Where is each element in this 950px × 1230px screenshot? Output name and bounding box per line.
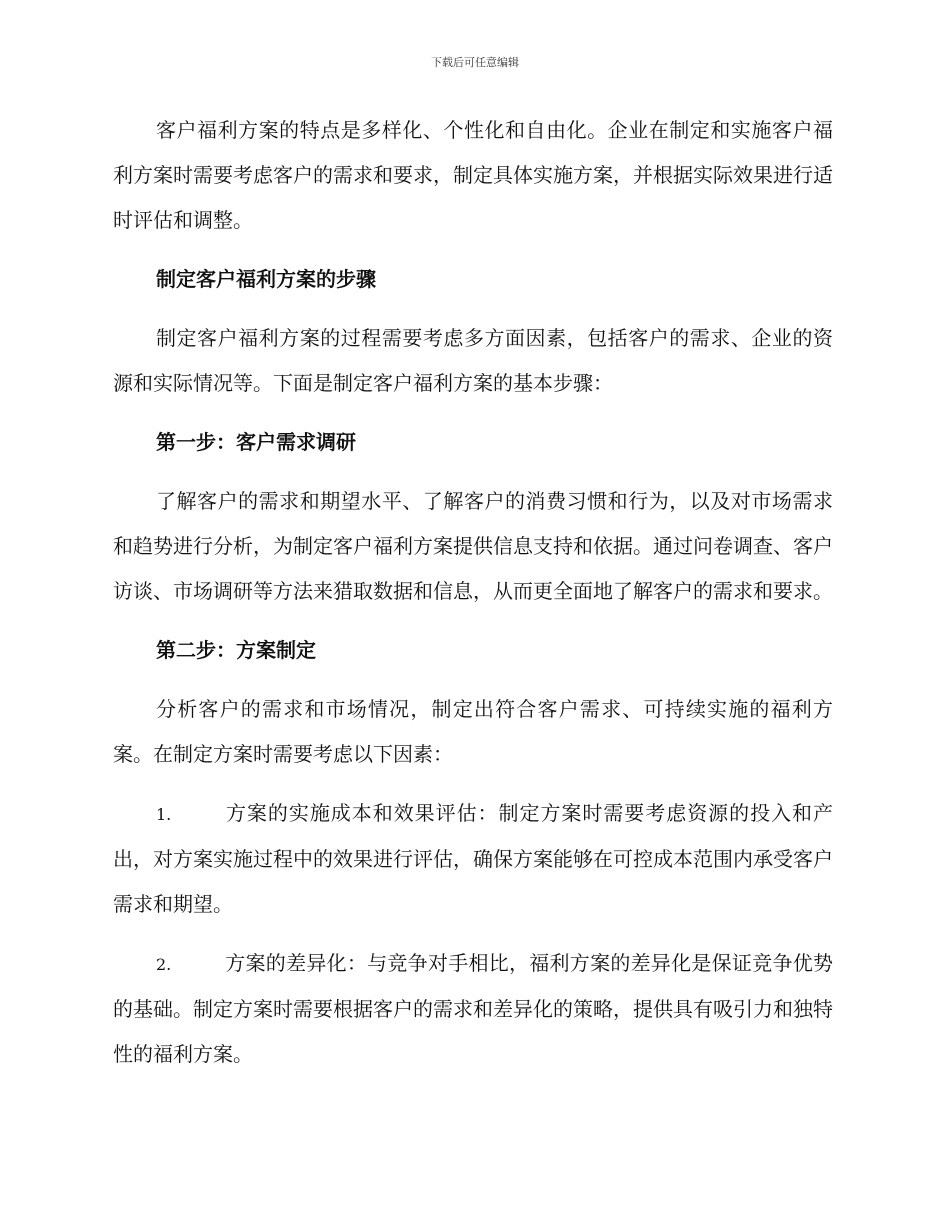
spacer	[113, 673, 833, 687]
step-one-heading: 第一步：客户需求调研	[156, 430, 356, 454]
intro-paragraph: 客户福利方案的特点是多样化、个性化和自由化。企业在制定和实施客户福利方案时需要考虑客户的需求和要求，制定具体实施方案，并根据实际效果进行适时评估和调整。	[113, 118, 833, 232]
spacer	[113, 406, 833, 420]
step-one-paragraph: 了解客户的需求和期望水平、了解客户的消费习惯和行为，以及对市场需求和趋势进行分析，为制定客户福利方案提供信息支持和依据。通过问卷调查、客户访谈、市场调研等方法来猎取数据和信息，从而更全面地了解客户的需求和要求。	[113, 489, 833, 603]
spacer	[113, 243, 833, 257]
list-item	[113, 941, 833, 1077]
spacer	[113, 927, 833, 941]
list-item	[113, 791, 833, 927]
list-item-text: 方案的差异化：与竞争对手相比，福利方案的差异化是保证竞争优势的基础。制定方案时需要根据客户的需求和差异化的策略，提供具有吸引力和独特性的福利方案。	[113, 951, 833, 1066]
list-number: 2.	[156, 955, 172, 974]
document-body	[113, 108, 833, 1077]
list-item-text: 方案的实施成本和效果评估：制定方案时需要考虑资源的投入和产出，对方案实施过程中的效果进行评估，确保方案能够在可控成本范围内承受客户需求和期望。	[113, 801, 833, 916]
spacer	[113, 465, 833, 479]
spacer	[113, 302, 833, 316]
list-number: 1.	[156, 805, 172, 824]
section-heading-steps: 制定客户福利方案的步骤	[156, 267, 376, 291]
spacer	[113, 777, 833, 791]
page-header: 下载后可任意编辑	[431, 56, 519, 69]
step-two-paragraph: 分析客户的需求和市场情况，制定出符合客户需求、可持续实施的福利方案。在制定方案时需要考虑以下因素：	[113, 697, 833, 766]
steps-intro-paragraph: 制定客户福利方案的过程需要考虑多方面因素，包括客户的需求、企业的资源和实际情况等。下面是制定客户福利方案的基本步骤：	[113, 326, 833, 395]
spacer	[113, 614, 833, 628]
step-two-heading: 第二步：方案制定	[156, 638, 316, 662]
